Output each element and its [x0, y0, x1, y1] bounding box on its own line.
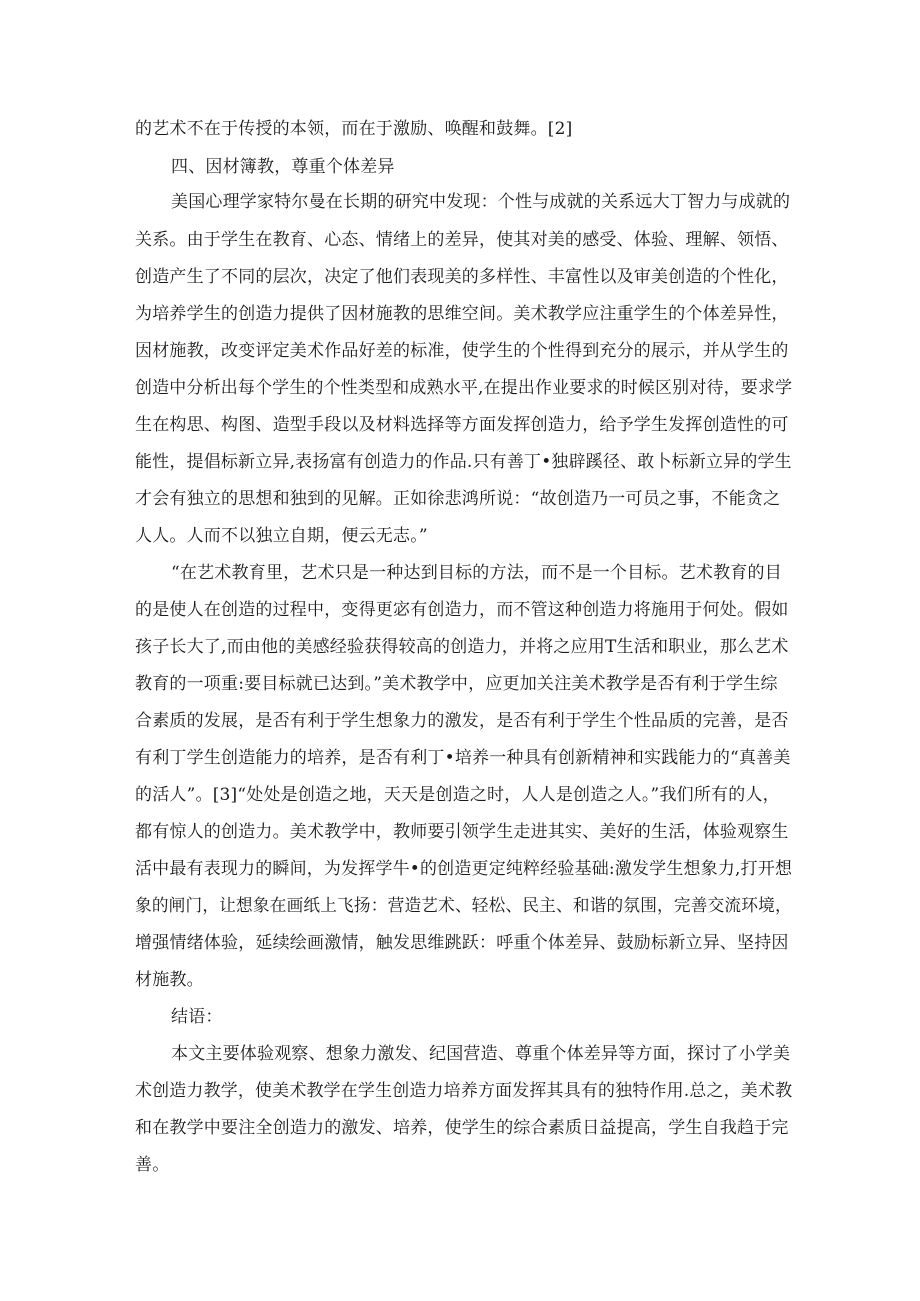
text-line: 本文主要体验观察、想象力激发、纪国营造、尊重个体差异等方面，探讨了小学美: [171, 1044, 791, 1064]
text-line: 关系。由于学生在教育、心态、情绪上的差异，使其对美的感受、体验、理解、领悟、: [135, 230, 789, 250]
text-line: “在艺术教育里，艺术只是一种达到目标的方法，而不是一个目标。艺术教育的目: [171, 563, 782, 583]
text-line: 创造中分析出每个学生的个性类型和成熟水平,在提出作业要求的时候区别对待，要求学: [135, 378, 793, 398]
text-line: 合素质的发展，是否有利于学生想象力的激发，是否有利于学生个性品质的完善，是否: [135, 711, 789, 731]
text-line: 增强情绪体验，延续绘画激情，触发思维跳跃：呼重个体差异、鼓励标新立异、坚持因: [135, 933, 789, 953]
section-heading: 四、因材簿教，尊重个体差异: [171, 157, 395, 177]
text-line: 美国心理学家特尔曼在长期的研究中发现：个性与成就的关系远大丁智力与成就的: [171, 192, 791, 212]
text-line: 材施教。: [135, 970, 204, 990]
text-line: 才会有独立的思想和独到的见解。正如徐悲鸿所说：“故创造乃一可员之事，不能贪之: [135, 489, 781, 509]
text-line: 的艺术不在于传授的本领，而在于激励、唤醒和鼓舞。[2]: [135, 119, 573, 139]
section-heading: 结语：: [171, 1007, 223, 1027]
text-line: 和在教学中要注全创造力的激发、培养，使学生的综合素质日益提高，学生自我趋于完: [135, 1118, 789, 1138]
text-line: 活中最有表现力的瞬间，为发挥学牛•的创造更定纯粹经验基础:激发学生想象力,打开想: [135, 859, 793, 879]
text-line: 能性，提倡标新立异,表扬富有创造力的作品.只有善丁•独辟蹊径、敢卜标新立异的学生: [135, 452, 792, 472]
text-line: 人人。人而不以独立自期，便云无志。”: [135, 526, 428, 546]
text-line: 孩子长大了,而由他的美感经验获得较高的创造力，并将之应用T生活和职业，那么艺术: [135, 637, 789, 657]
text-line: 教育的一项重:要目标就已达到。”美术教学中，应更加关注美术教学是否有利于学生综: [135, 674, 778, 694]
text-line: 因材施教，改变评定美术作品好差的标准，使学生的个性得到充分的展示，并从学生的: [135, 341, 789, 361]
text-line: 的是使人在创造的过程中，变得更宓有创造力，而不管这种创造力将施用于何处。假如: [135, 600, 789, 620]
text-line: 象的闸门，让想象在画纸上飞扬：营造艺术、轻松、民主、和谐的氛围，完善交流环境，: [135, 896, 792, 916]
text-line: 创造产生了不同的层次，决定了他们表现美的多样性、丰富性以及审美创造的个性化，: [135, 267, 789, 287]
text-line: 生在构思、构图、造型手段以及材料选择等方面发挥创造力，给予学生发挥创造性的可: [135, 415, 789, 435]
text-line: 有利丁学生创造能力的培养，是否有利丁•培养一种具有创新精神和实践能力的“真善美: [135, 748, 791, 768]
text-line: 为培养学生的创造力提供了因材施教的思维空间。美术教学应注重学生的个体差异性，: [135, 304, 789, 324]
text-line: 的活人”。[3]“处处是创造之地，天天是创造之时，人人是创造之人。”我们所有的人，: [135, 785, 780, 805]
text-line: 都有惊人的创造力。美术教学中，教师要引领学生走进其实、美好的生活，体验观察生: [135, 822, 789, 842]
text-line: 术创造力教学，使美术教学在学生创造力培养方面发挥其具有的独特作用.总之，美术教: [135, 1081, 793, 1101]
text-line: 善。: [135, 1155, 170, 1175]
